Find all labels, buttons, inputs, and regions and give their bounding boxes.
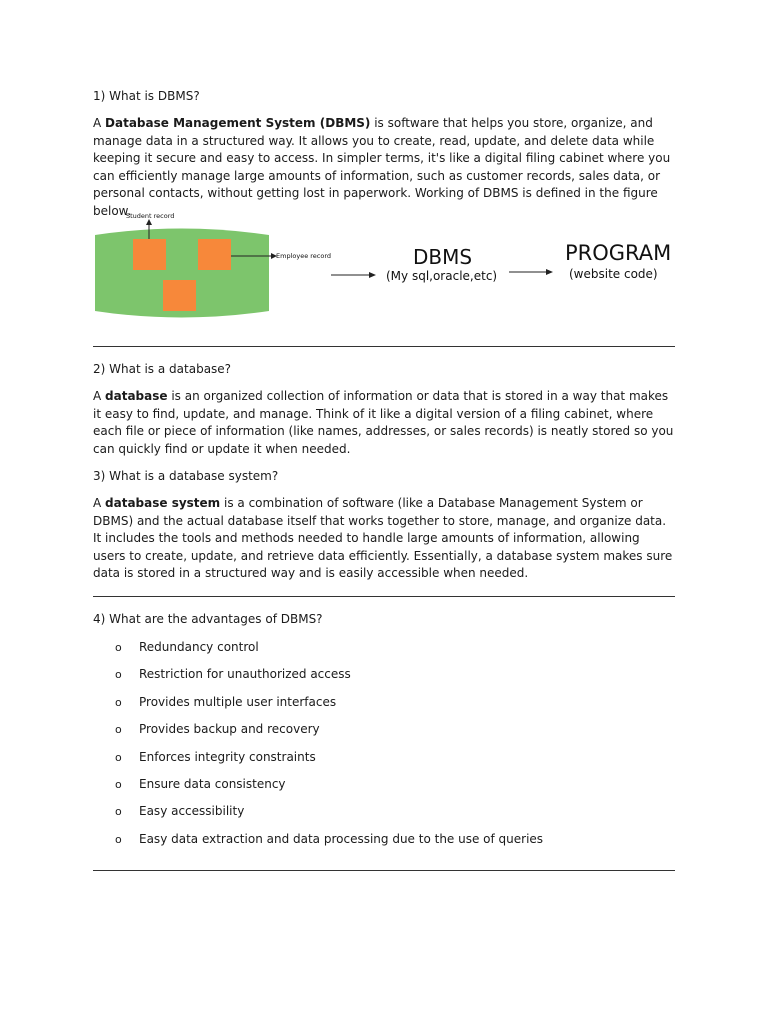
para-text: is an organized collection of information or data that is stored in a way that makes it easy to find, update, and manage. Think of it like a digital version of a filing cabinet, where each file or piece of information (like names, addresses, or sales records) is neatly stored so you can quickly find or update it when needed. [93,389,674,456]
employee-record-label: Employee record [276,252,332,260]
term-database: database [105,389,168,403]
list-item [93,776,675,803]
question-heading: 3) What is a database system? [93,469,279,483]
term-dbms: Database Management System (DBMS) [105,116,371,130]
record-block [198,239,231,270]
question-heading: 1) What is DBMS? [93,89,200,103]
term-database-system: database system [105,496,221,510]
list-item-text: Provides backup and recovery [139,722,320,737]
bullet: o [115,750,122,764]
para-prefix: A [93,496,106,510]
list-item-text: Ensure data consistency [139,776,286,791]
dbms-title: DBMS [413,245,473,269]
dbms-subtitle: (My sql,oracle,etc) [386,269,498,283]
para-prefix: A [93,389,106,403]
bullet: o [115,695,122,709]
list-item [93,694,675,721]
program-subtitle: (website code) [569,267,658,281]
para-text: is a combination of software (like a Database Management System or DBMS) and the actual database itself that works together to store, manage, and organize data. It includes the tools and methods needed to handle large amounts of information, allowing users to create, update, and retrieve data efficiently. Essentially, a database system makes sure data is stored in a structured way and is easily accessible when needed. [93,496,673,581]
list-item [93,666,675,693]
bullet: o [115,777,122,791]
bullet: o [115,723,122,737]
database-paragraph [93,388,675,458]
question-heading: 4) What are the advantages of DBMS? [93,612,323,626]
list-item [93,831,675,858]
bullet: o [115,832,122,846]
para-prefix: A [93,116,106,130]
database-system-paragraph [93,495,675,583]
list-item [93,803,675,830]
advantages-list [93,639,675,858]
bullet: o [115,805,122,819]
section-what-is-database [93,361,675,379]
section-what-is-database-system [93,468,675,486]
arrow-head [546,269,553,275]
divider [93,346,675,347]
list-item-text: Redundancy control [139,640,259,654]
list-item [93,639,675,666]
list-item [93,749,675,776]
bullet: o [115,641,122,654]
student-record-label: Student record [126,212,175,220]
list-item-text: Restriction for unauthorized access [139,667,351,682]
bullet: o [115,668,122,682]
record-block [163,280,196,311]
para-text: is software that helps you store, organize, and manage data in a structured way. It allows you to create, read, update, and delete data while keeping it secure and easy to access. In simpler terms, it's like a digital filing cabinet where you can efficiently manage large amounts of information, such as customer records, sales data, or personal contacts, without getting lost in paperwork. Working of DBMS is defined in the figure below. [93,116,671,218]
list-item-text: Enforces integrity constraints [139,749,316,764]
record-block [133,239,166,270]
section-what-is-dbms [93,88,675,106]
dbms-paragraph [93,115,675,221]
list-item-text: Easy accessibility [139,804,245,819]
program-title: PROGRAM [565,241,672,265]
list-item-text: Provides multiple user interfaces [139,694,337,709]
dbms-figure [93,208,675,328]
divider [93,870,675,871]
section-advantages [93,611,675,629]
arrow-head [369,272,376,278]
list-item [93,721,675,748]
list-item-text: Easy data extraction and data processing due to the use of queries [139,831,544,846]
question-heading: 2) What is a database? [93,362,232,376]
divider [93,596,675,597]
